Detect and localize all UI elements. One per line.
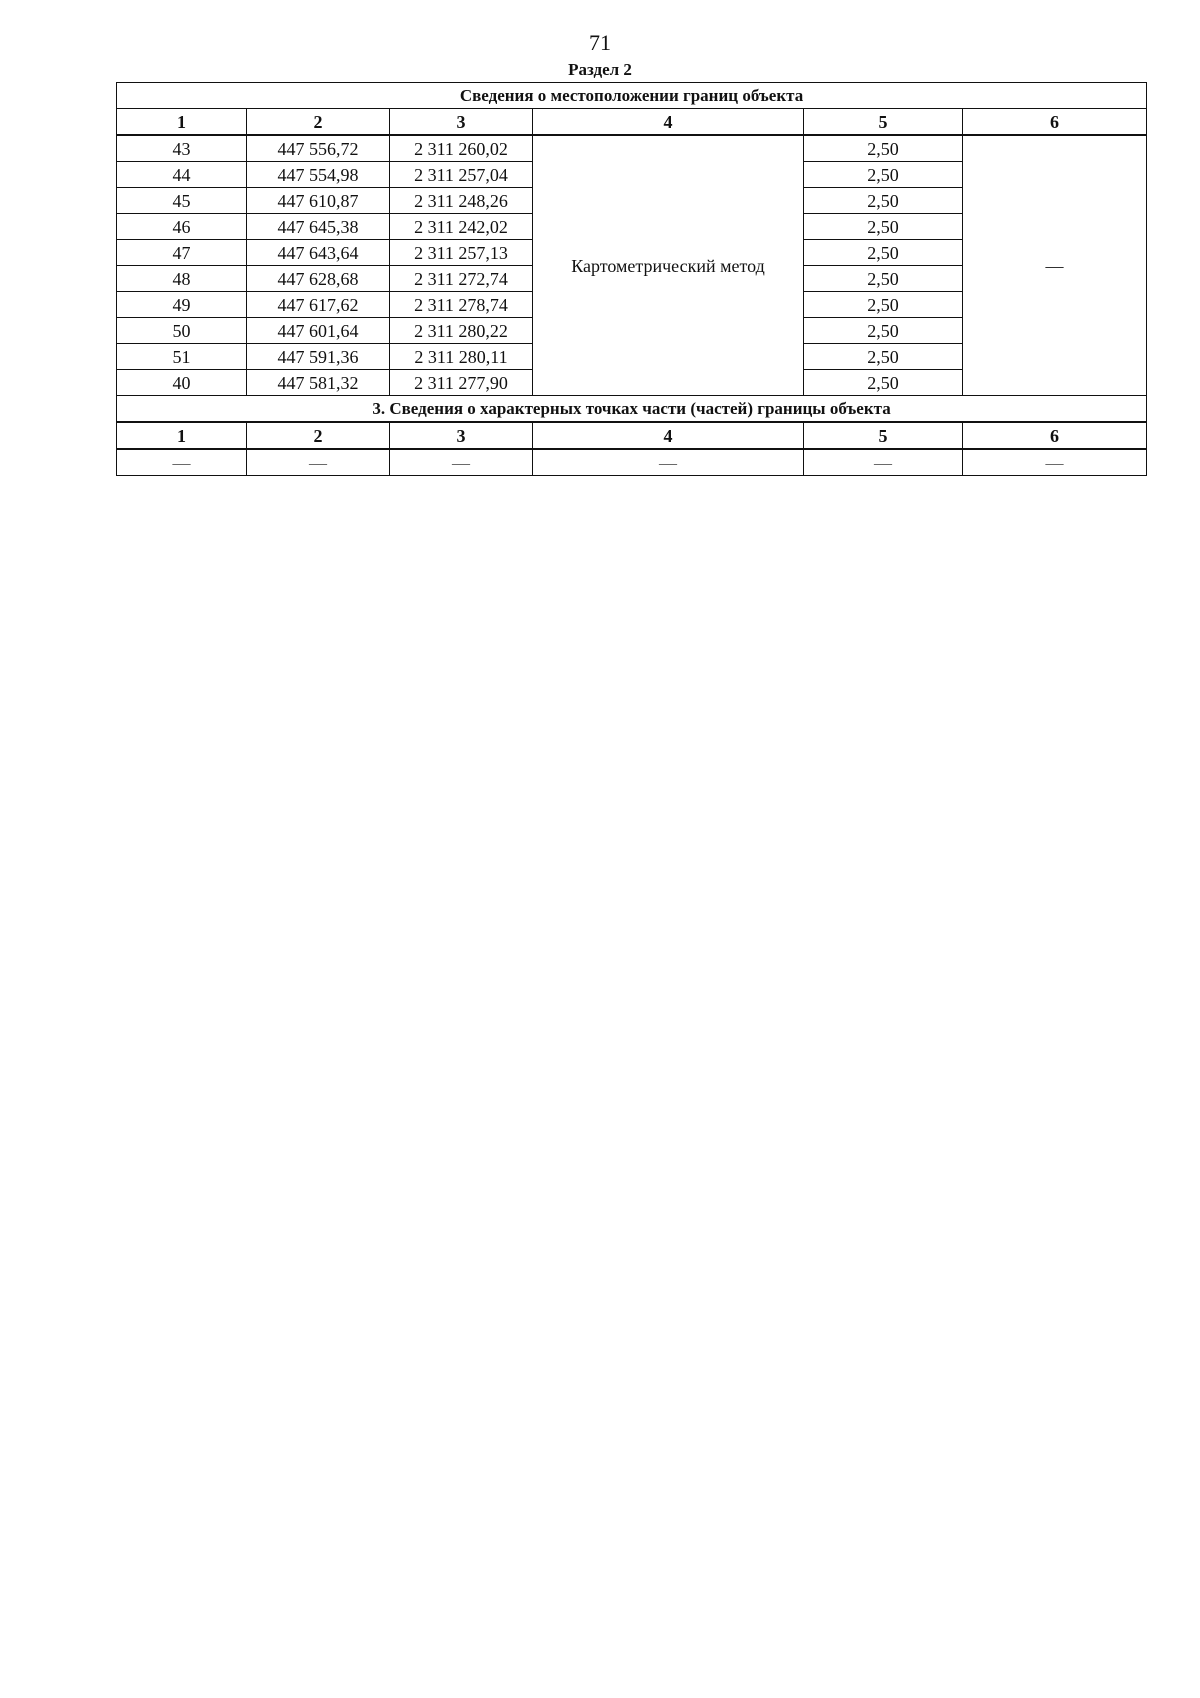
coordinate-y: 2 311 280,11	[390, 344, 533, 370]
precision: 2,50	[804, 188, 963, 214]
coordinate-y: 2 311 280,22	[390, 318, 533, 344]
empty-value: —	[804, 449, 963, 476]
column-header: 5	[804, 109, 963, 136]
column-header: 3	[390, 422, 533, 449]
column-header: 2	[247, 109, 390, 136]
column6-cell: —	[963, 135, 1147, 396]
point-number: 40	[117, 370, 247, 396]
point-number: 48	[117, 266, 247, 292]
precision: 2,50	[804, 240, 963, 266]
precision: 2,50	[804, 370, 963, 396]
coordinate-y: 2 311 248,26	[390, 188, 533, 214]
precision: 2,50	[804, 135, 963, 162]
coordinate-x: 447 556,72	[247, 135, 390, 162]
section-title: Раздел 2	[568, 60, 632, 79]
table-row	[117, 135, 1147, 162]
point-number: 46	[117, 214, 247, 240]
column-header: 5	[804, 422, 963, 449]
coordinate-x: 447 628,68	[247, 266, 390, 292]
boundary-table	[116, 82, 1147, 476]
coordinate-y: 2 311 278,74	[390, 292, 533, 318]
column-header: 4	[533, 109, 804, 136]
column-header: 1	[117, 422, 247, 449]
boundary-table-body	[117, 83, 1147, 476]
coordinate-x: 447 610,87	[247, 188, 390, 214]
coordinate-y: 2 311 272,74	[390, 266, 533, 292]
coordinate-x: 447 601,64	[247, 318, 390, 344]
coordinate-y: 2 311 242,02	[390, 214, 533, 240]
column-header: 4	[533, 422, 804, 449]
method-cell: Картометрический метод	[533, 135, 804, 396]
point-number: 44	[117, 162, 247, 188]
point-number: 49	[117, 292, 247, 318]
column-header: 2	[247, 422, 390, 449]
coordinate-x: 447 581,32	[247, 370, 390, 396]
coordinate-y: 2 311 257,04	[390, 162, 533, 188]
precision: 2,50	[804, 266, 963, 292]
point-number: 51	[117, 344, 247, 370]
coordinate-y: 2 311 260,02	[390, 135, 533, 162]
table-title: Сведения о местоположении границ объекта	[117, 83, 1147, 109]
point-number: 43	[117, 135, 247, 162]
section3-title-row	[117, 396, 1147, 423]
coordinate-x: 447 645,38	[247, 214, 390, 240]
precision: 2,50	[804, 318, 963, 344]
coordinate-y: 2 311 277,90	[390, 370, 533, 396]
point-number: 50	[117, 318, 247, 344]
coordinate-x: 447 643,64	[247, 240, 390, 266]
coordinate-x: 447 554,98	[247, 162, 390, 188]
coordinate-y: 2 311 257,13	[390, 240, 533, 266]
precision: 2,50	[804, 344, 963, 370]
empty-value: —	[247, 449, 390, 476]
coordinate-x: 447 617,62	[247, 292, 390, 318]
column-header: 3	[390, 109, 533, 136]
section3-row	[117, 449, 1147, 476]
empty-value: —	[963, 449, 1147, 476]
column-header-row	[117, 109, 1147, 136]
precision: 2,50	[804, 292, 963, 318]
empty-value: —	[533, 449, 804, 476]
point-number: 47	[117, 240, 247, 266]
point-number: 45	[117, 188, 247, 214]
coordinate-x: 447 591,36	[247, 344, 390, 370]
precision: 2,50	[804, 214, 963, 240]
column-header: 6	[963, 422, 1147, 449]
section3-header-row	[117, 422, 1147, 449]
table-title-row	[117, 83, 1147, 109]
column-header: 6	[963, 109, 1147, 136]
section3-title: 3. Сведения о характерных точках части (частей) границы объекта	[117, 396, 1147, 423]
page-number: 71	[589, 30, 611, 55]
precision: 2,50	[804, 162, 963, 188]
column-header: 1	[117, 109, 247, 136]
empty-value: —	[390, 449, 533, 476]
empty-value: —	[117, 449, 247, 476]
